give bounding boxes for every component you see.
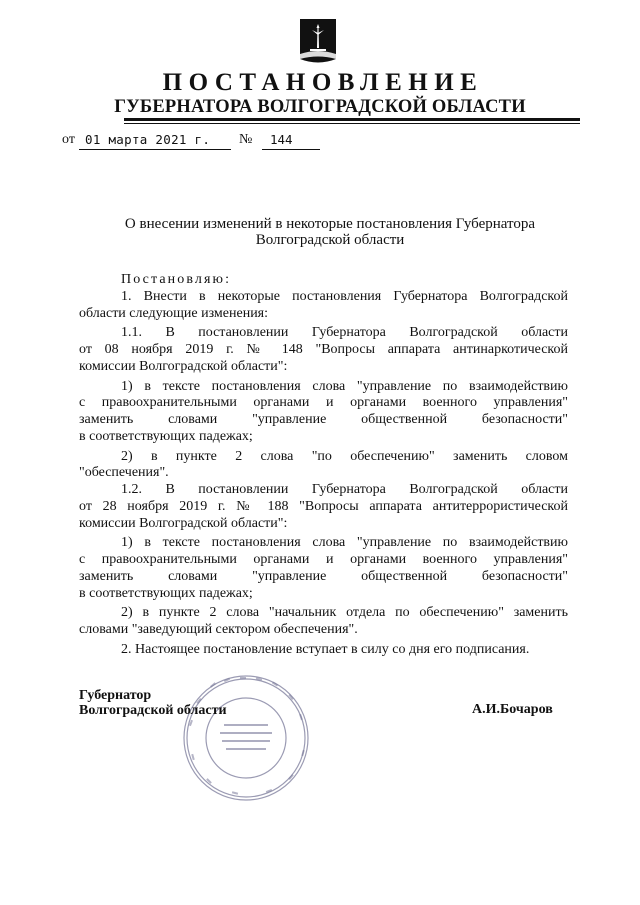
body-line: 2. Настоящее постановление вступает в силу со дня его подписания. [121,641,530,657]
body-line: от 08 ноября 2019 г. № 148 "Вопросы аппарата антинаркотической [79,342,568,357]
date-prefix: от [62,132,75,147]
body-line: области следующие изменения: [79,305,269,321]
body-line: комиссии Волгоградской области": [79,358,288,374]
body-line: в соответствующих падежах; [79,428,253,444]
document-title-line: Волгоградской области [255,232,405,248]
body-line: "обеспечения". [79,465,169,481]
issuer-title: ГУБЕРНАТОРА ВОЛГОГРАДСКОЙ ОБЛАСТИ [114,97,526,117]
body-line: 1.2. В постановлении Губернатора Волгоградской области [121,482,568,497]
signatory-position [79,688,227,718]
header-rule-thin [124,123,580,124]
body-line: с правоохранительными органами и органами военного управления" [79,552,568,567]
number-label: № [239,132,253,147]
body-line: комиссии Волгоградской области": [79,515,288,531]
signatory-name: А.И.Бочаров [472,702,553,717]
body-line: 2) в пункте 2 слова "начальник отдела по обеспечению" заменить [121,605,568,621]
body-line: с правоохранительными органами и органами военного управления" [79,395,568,411]
document-body [79,272,568,659]
document-title [100,216,560,248]
body-line: 1) в тексте постановления слова "управление по взаимодействию [121,378,568,394]
body-line: заменить словами "управление общественной безопасности" [79,568,568,584]
body-line: заменить словами "управление общественной безопасности" [79,412,568,427]
document-date: 01 марта 2021 г. [79,131,231,150]
volgograd-coat-of-arms-icon [298,18,338,64]
body-line: в соответствующих падежах; [79,585,253,601]
body-line: 1) в тексте постановления слова "управление по взаимодействию [121,535,568,551]
header-rule-thick [124,118,580,121]
signatory-position-line: Губернатор [79,688,152,703]
signatory-position-line: Волгоградской области [79,703,227,718]
body-line: 1.1. В постановлении Губернатора Волгоградской области [121,325,568,341]
document-number: 144 [262,131,320,150]
body-line: 2) в пункте 2 слова "по обеспечению" заменить словом [121,448,568,464]
preamble: Постановляю: [121,272,232,287]
document-title-line: О внесении изменений в некоторые постановления Губернатора [124,216,536,232]
document-type: ПОСТАНОВЛЕНИЕ [162,69,484,96]
body-line: 1. Внести в некоторые постановления Губернатора Волгоградской [121,288,568,304]
body-line: словами "заведующий сектором обеспечения". [79,622,358,637]
body-line: от 28 ноября 2019 г. № 188 "Вопросы аппарата антитеррористической [79,498,568,514]
